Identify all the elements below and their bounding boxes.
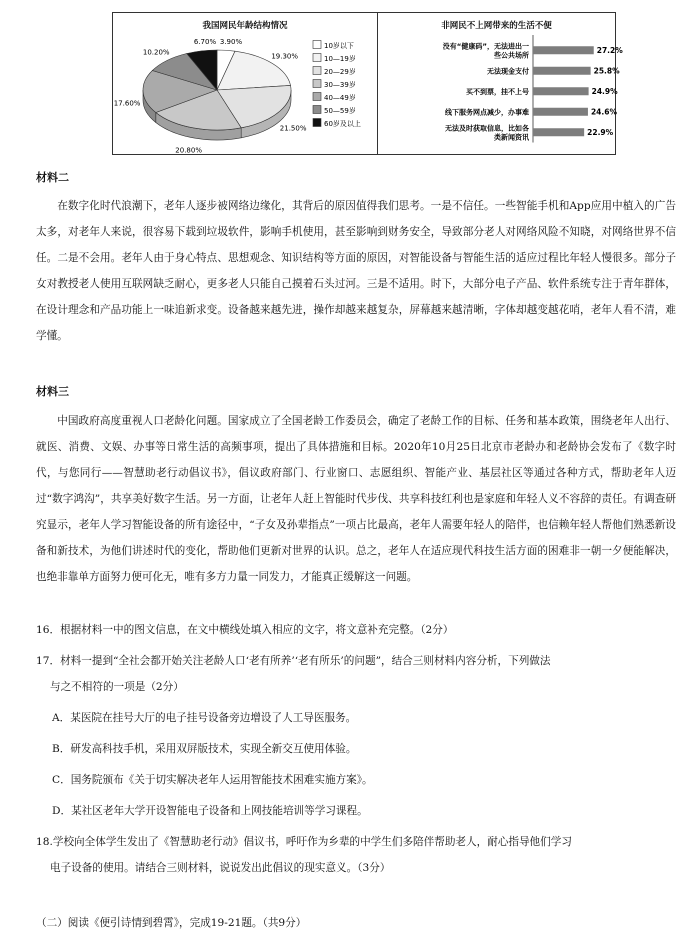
- figure-panel: [112, 12, 623, 155]
- bar-category-label: 无法及时获取信息，比如各: [445, 124, 529, 133]
- material3-label: 材料三: [36, 385, 69, 398]
- pie-legend-label: 50—59岁: [324, 106, 356, 115]
- pie-legend-swatch: [313, 41, 321, 49]
- option-a: A．某医院在挂号大厅的电子挂号设备旁边增设了人工导医服务。: [52, 712, 357, 724]
- bar-value-label: 22.9%: [587, 127, 614, 137]
- section-2-heading: （二）阅读《便引诗情到碧霄》，完成19-21题。（共9分）: [36, 917, 307, 929]
- pie-value-label: 3.90%: [219, 38, 243, 46]
- pie-chart-title: 我国网民年龄结构情况: [202, 21, 288, 31]
- bar-category-label: 类新闻资讯: [494, 133, 529, 142]
- question-18-line1: 18.学校向全体学生发出了《智慧助老行动》倡议书，呼吁作为乡辈的中学生们多陪伴帮助老人，耐心指导他们学习: [36, 836, 572, 848]
- pie-legend-label: 20—29岁: [324, 67, 356, 76]
- pie-legend-label: 40—49岁: [324, 93, 356, 102]
- bar: [533, 46, 594, 54]
- pie-legend-swatch: [313, 93, 321, 101]
- bar-category-label: 没有“健康码”，无法进出一: [442, 42, 529, 51]
- question-17-line2: 与之不相符的一项是（2分）: [50, 681, 184, 693]
- bar-category-label: 无法现金支付: [487, 67, 529, 76]
- pie-value-label: 10.20%: [142, 48, 170, 57]
- pie-legend-swatch: [313, 106, 321, 114]
- pie-value-label: 21.50%: [279, 124, 307, 133]
- pie-value-label: 19.30%: [271, 52, 299, 61]
- question-17-line1: 17．材料一提到“全社会都开始关注老龄人口‘老有所养’‘老有所乐’的问题”，结合三则材料内容分析，下列做法: [36, 655, 551, 667]
- question-18: [36, 829, 676, 881]
- pie-legend-swatch: [313, 80, 321, 88]
- material3-text: 中国政府高度重视人口老龄化问题。国家成立了全国老龄工作委员会，确定了老龄工作的目标、任务和基本政策，围绕老年人出行、就医、消费、文娱、办事等日常生活的高频事项，提出了具体措施和目标。2020年10月25日北京市老龄办和老龄协会发布了《数字时代，与您同行——智慧助老行动倡议书》，倡议政府部门、行业窗口、志愿组织、智能产业、基层社区等通过各种方式，帮助老年人迈过“数字鸿沟”，共享美好数字生活。另一方面，让老年人赶上智能时代步伐、共享科技红利也是家庭和年轻人义不容辞的责任。有调查研究显示，老年人学习智能设备的所有途径中，“子女及孙辈指点”一项占比最高，老年人需要年轻人的陪伴，也信赖年轻人帮他们熟悉新设备和新技术，为他们讲述时代的变化，帮助他们更新对世界的认识。总之，老年人在适应现代科技生活方面的困难非一朝一夕便能解决，也绝非靠单方面努力便可化无，唯有多方力量一同发力，才能真正缓解这一问题。: [36, 415, 676, 583]
- question-17: [36, 648, 676, 700]
- option-d: D．某社区老年大学开设智能电子设备和上网技能培训等学习课程。: [52, 805, 368, 817]
- pie-value-label: 6.70%: [193, 38, 217, 46]
- bar-value-label: 27.2%: [596, 45, 623, 55]
- pie-legend-label: 10岁以下: [324, 41, 354, 50]
- pie-legend-label: 30—39岁: [324, 80, 356, 89]
- bar-category-label: 线下服务网点减少，办事难: [445, 108, 529, 117]
- question-16: 16．根据材料一中的图文信息，在文中横线处填入相应的文字，将文意补充完整。（2分）: [36, 624, 454, 636]
- bar-value-label: 25.8%: [593, 66, 620, 76]
- bar-category-label: 买不到票，挂不上号: [466, 87, 529, 96]
- pie-legend-swatch: [313, 67, 321, 75]
- pie-value-label: 20.80%: [175, 146, 203, 155]
- pie-value-label: 17.60%: [113, 99, 141, 108]
- bar-value-label: 24.9%: [591, 86, 618, 96]
- material2-text: 在数字化时代浪潮下，老年人逐步被网络边缘化，其背后的原因值得我们思考。一是不信任。一些智能手机和App应用中植入的广告太多，对老年人来说，很容易下载到垃圾软件，影响手机使用，甚至影响到财务安全，导致部分老人对网络风险不知晓，对网络世界不信任。二是不会用。老年人由于身心特点、思想观念、知识结构等方面的原因，对智能设备与智能生活的适应过程比年轻人慢很多。部分子女对教授老人使用互联网缺乏耐心，更多老人只能自己摸着石头过河。三是不适用。时下，大部分电子产品、软件系统专注于青年群体，在设计理念和产品功能上一味追新求变。设备越来越先进，操作却越来越复杂，屏幕越来越清晰，字体却越变越花哨，老年人看不清，难学懂。: [36, 200, 676, 342]
- question-18-line2: 电子设备的使用。请结合三则材料，说说发出此倡议的现实意义。（3分）: [50, 862, 391, 874]
- bar-chart-panel: [378, 13, 623, 154]
- pie-legend-label: 60岁及以上: [324, 119, 361, 128]
- pie-legend-swatch: [313, 119, 321, 127]
- bar: [533, 108, 588, 116]
- bar-chart-title: 非网民不上网带来的生活不便: [441, 21, 552, 31]
- bar: [533, 67, 591, 75]
- bar: [533, 128, 584, 136]
- material2-label: 材料二: [36, 171, 69, 184]
- bar: [533, 87, 589, 95]
- option-b: B．研发高科技手机，采用双屏版技术，实现全新交互使用体验。: [52, 743, 357, 755]
- bar-chart: [378, 13, 623, 154]
- pie-chart-panel: [113, 13, 377, 154]
- pie-chart: [113, 13, 377, 154]
- bar-value-label: 24.6%: [590, 107, 617, 117]
- pie-legend-swatch: [313, 54, 321, 62]
- option-c: C．国务院颁布《关于切实解决老年人运用智能技术困难实施方案》。: [52, 774, 373, 786]
- bar-category-label: 些公共场所: [494, 51, 529, 60]
- pie-legend-label: 10—19岁: [324, 54, 356, 63]
